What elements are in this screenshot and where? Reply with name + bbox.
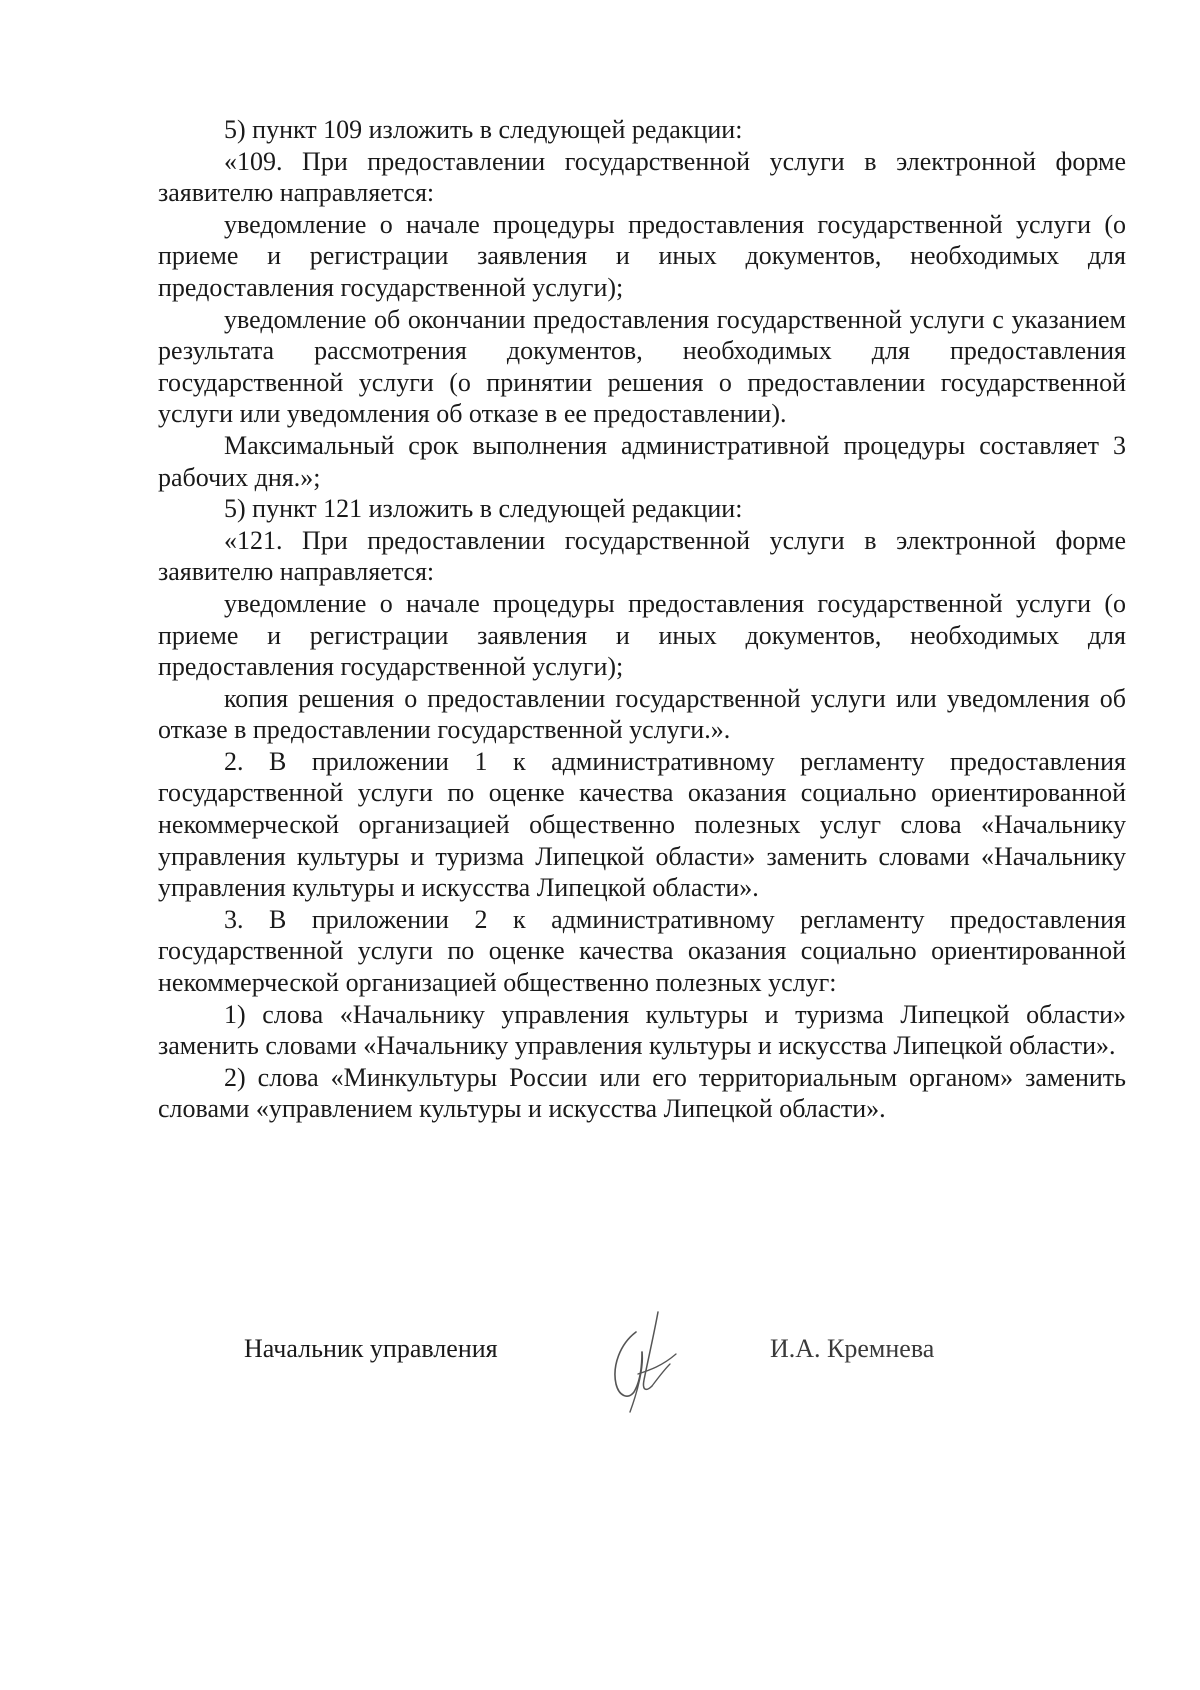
paragraph-4: уведомление об окончании предоставления государственной услуги с указанием результата рассмотрения документов, необходимых для предоставления государственной услуги (о принятии решения о предоставлении государственной услуги или уведомления об отказе в ее предоставлении). (158, 304, 1126, 429)
paragraph-7: «121. При предоставлении государственной услуги в электронной форме заявителю направляется: (158, 525, 1126, 587)
document-body (158, 114, 1126, 1125)
paragraph-3: уведомление о начале процедуры предоставления государственной услуги (о приеме и регистрации заявления и иных документов, необходимых для предоставления государственной услуги); (158, 209, 1126, 302)
paragraph-12: 1) слова «Начальнику управления культуры и туризма Липецкой области» заменить словами «Начальнику управления культуры и искусства Липецкой области». (158, 999, 1126, 1061)
paragraph-6: 5) пункт 121 изложить в следующей редакции: (224, 494, 743, 524)
signatory-position: Начальник управления (244, 1334, 498, 1363)
paragraph-10: 2. В приложении 1 к административному регламенту предоставления государственной услуги по оценке качества оказания социально ориентированной некоммерческой организацией общественно полезных услуг слова «Начальнику управления культуры и туризма Липецкой области» заменить словами «Начальнику управления культуры и искусства Липецкой области». (158, 746, 1126, 903)
signatory-name: И.А. Кремнева (770, 1334, 935, 1363)
handwritten-signature (598, 1304, 698, 1424)
paragraph-8: уведомление о начале процедуры предоставления государственной услуги (о приеме и регистрации заявления и иных документов, необходимых для предоставления государственной услуги); (158, 588, 1126, 682)
paragraph-5: Максимальный срок выполнения административной процедуры составляет 3 рабочих дня.»; (158, 430, 1126, 492)
paragraph-9: копия решения о предоставлении государственной услуги или уведомления об отказе в предоставлении государственной услуги.». (158, 683, 1126, 745)
paragraph-1: 5) пункт 109 изложить в следующей редакции: (224, 115, 743, 144)
paragraph-13: 2) слова «Минкультуры России или его территориальным органом» заменить словами «управлением культуры и искусства Липецкой области». (158, 1062, 1126, 1124)
paragraph-11: 3. В приложении 2 к административному регламенту предоставления государственной услуги по оценке качества оказания социально ориентированной некоммерческой организацией общественно полезных услуг: (158, 904, 1126, 998)
paragraph-2: «109. При предоставлении государственной услуги в электронной форме заявителю направляется: (158, 146, 1126, 208)
signature-block (0, 1320, 1200, 1430)
